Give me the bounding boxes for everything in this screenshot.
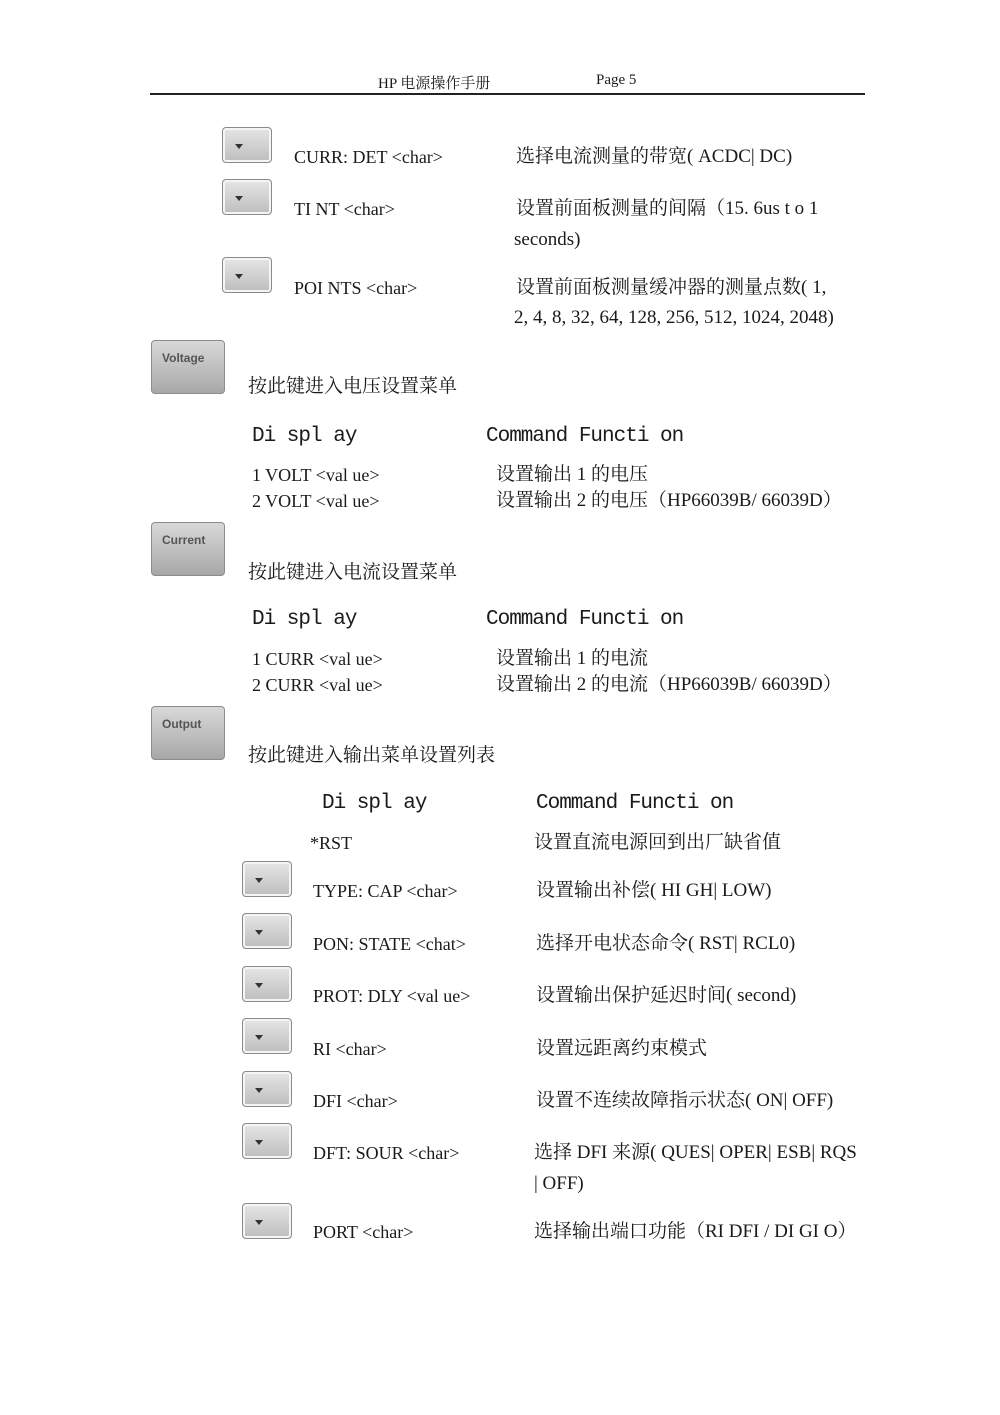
command-text: POI NTS <char>	[294, 278, 418, 298]
down-arrow-key-icon	[222, 127, 272, 163]
function-text: 选择开电状态命令( RST| RCL0)	[536, 933, 796, 954]
header-title: HP 电源操作手册	[378, 76, 491, 92]
down-arrow-key-icon	[242, 1018, 292, 1054]
current-key-icon: Current	[151, 522, 225, 576]
command-text: 2 CURR <val ue>	[252, 675, 383, 695]
voltage-intro: 按此键进入电压设置菜单	[248, 376, 458, 397]
down-arrow-key-icon	[242, 861, 292, 897]
down-arrow-key-icon	[242, 913, 292, 949]
down-arrow-key-icon	[242, 1123, 292, 1159]
command-text: RI <char>	[313, 1039, 387, 1059]
function-text: 设置输出 2 的电压（HP66039B/ 66039D）	[496, 490, 842, 511]
down-arrow-key-icon	[222, 179, 272, 215]
command-text: PROT: DLY <val ue>	[313, 986, 471, 1006]
down-arrow-key-icon	[242, 1203, 292, 1239]
col-display-header: Di spl ay	[252, 608, 357, 631]
command-text: TYPE: CAP <char>	[313, 881, 458, 901]
function-text: 设置不连续故障指示状态( ON| OFF)	[536, 1090, 834, 1111]
col-function-header: Command Functi on	[486, 425, 684, 448]
function-text-cont: | OFF)	[534, 1173, 584, 1194]
function-text-cont: 2, 4, 8, 32, 64, 128, 256, 512, 1024, 2048)	[514, 307, 834, 328]
down-arrow-key-icon	[242, 966, 292, 1002]
down-arrow-key-icon	[242, 1071, 292, 1107]
command-text: 1 VOLT <val ue>	[252, 465, 380, 485]
function-text: 选择输出端口功能（RI DFI / DI GI O）	[534, 1221, 857, 1242]
output-key-icon: Output	[151, 706, 225, 760]
function-text: 选择电流测量的带宽( ACDC| DC)	[516, 146, 793, 167]
current-intro: 按此键进入电流设置菜单	[248, 562, 458, 583]
col-display-header: Di spl ay	[252, 425, 357, 448]
command-text: CURR: DET <char>	[294, 147, 443, 167]
voltage-key-icon: Voltage	[151, 340, 225, 394]
command-text: 2 VOLT <val ue>	[252, 491, 380, 511]
function-text: 设置远距离约束模式	[536, 1038, 708, 1059]
command-text: 1 CURR <val ue>	[252, 649, 383, 669]
command-text: DFT: SOUR <char>	[313, 1143, 460, 1163]
function-text-cont: seconds)	[514, 229, 581, 250]
function-text: 设置输出 2 的电流（HP66039B/ 66039D）	[496, 674, 842, 695]
command-text: PORT <char>	[313, 1222, 414, 1242]
function-text: 选择 DFI 来源( QUES| OPER| ESB| RQS	[534, 1142, 857, 1163]
col-function-header: Command Functi on	[536, 792, 734, 815]
output-intro: 按此键进入输出菜单设置列表	[248, 745, 496, 766]
function-text: 设置输出保护延迟时间( second)	[536, 985, 797, 1006]
function-text: 设置前面板测量缓冲器的测量点数( 1,	[516, 277, 827, 298]
function-text: 设置输出补偿( HI GH| LOW)	[536, 880, 772, 901]
function-text: 设置输出 1 的电流	[496, 648, 649, 669]
function-text: 设置直流电源回到出厂缺省值	[534, 832, 782, 853]
header-rule	[150, 93, 865, 95]
page-number: Page 5	[596, 72, 637, 88]
down-arrow-key-icon	[222, 257, 272, 293]
function-text: 设置输出 1 的电压	[496, 464, 649, 485]
col-display-header: Di spl ay	[322, 792, 427, 815]
function-text: 设置前面板测量的间隔（15. 6us t o 1	[516, 198, 819, 219]
command-text: *RST	[310, 833, 353, 853]
command-text: TI NT <char>	[294, 199, 395, 219]
command-text: PON: STATE <chat>	[313, 934, 466, 954]
col-function-header: Command Functi on	[486, 608, 684, 631]
command-text: DFI <char>	[313, 1091, 398, 1111]
